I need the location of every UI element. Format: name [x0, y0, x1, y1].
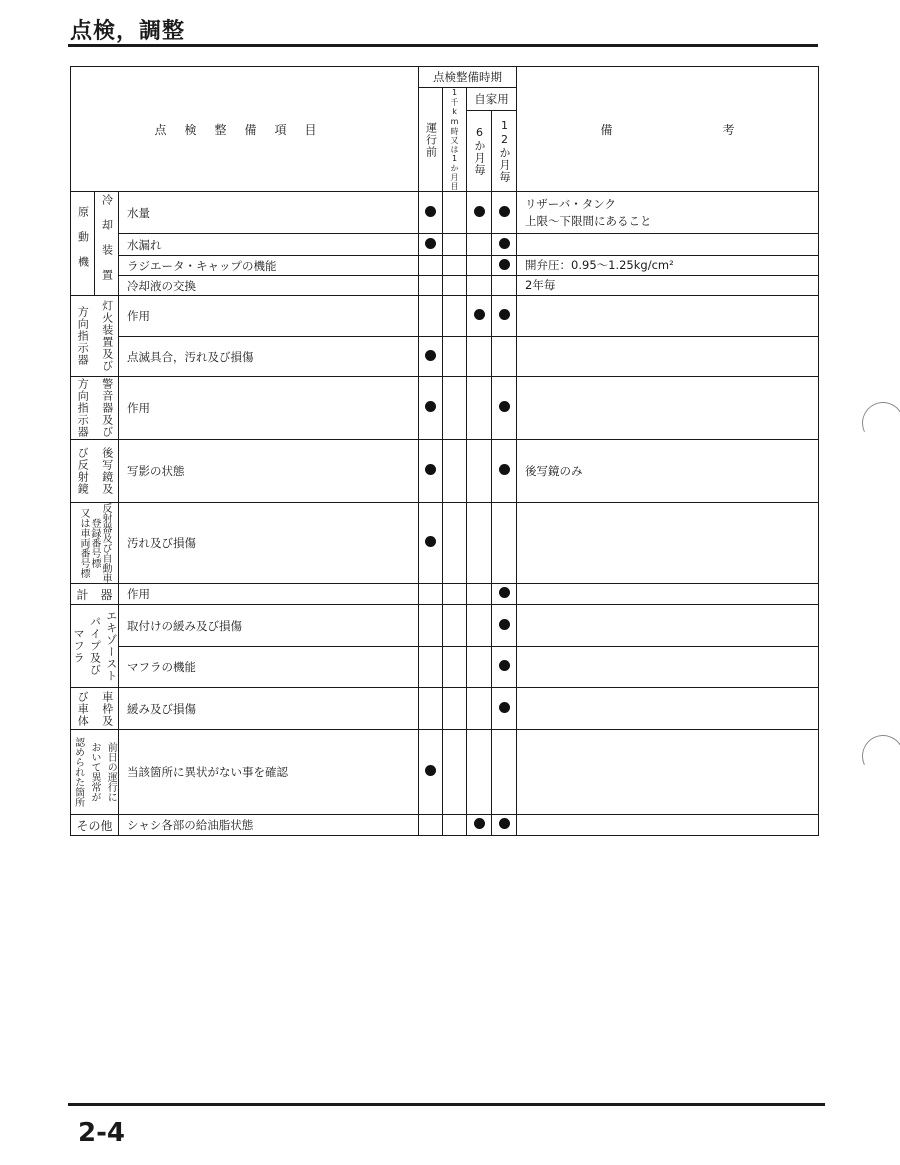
check-dot-icon — [499, 464, 510, 475]
item-cell: 水量 — [119, 192, 419, 234]
note-cell: 開弁圧：0.95～1.25kg/cm² — [517, 256, 819, 276]
schedule-cell-k1 — [443, 296, 467, 337]
schedule-cell-m12 — [492, 688, 517, 730]
schedule-cell-pre — [419, 296, 443, 337]
schedule-cell-k1 — [443, 688, 467, 730]
schedule-cell-m6 — [467, 440, 492, 503]
schedule-cell-m6 — [467, 584, 492, 605]
schedule-cell-m12 — [492, 296, 517, 337]
category-label: マフラ — [72, 628, 86, 664]
item-cell: 当該箇所に異状がない事を確認 — [119, 730, 419, 815]
category-cell — [95, 192, 119, 296]
schedule-cell-pre — [419, 584, 443, 605]
table-row — [71, 584, 819, 605]
header-notes: 備 考 — [517, 67, 819, 192]
punch-hole-mark — [856, 729, 900, 783]
item-cell: 作用 — [119, 377, 419, 440]
table-row — [71, 337, 819, 377]
note-cell — [517, 688, 819, 730]
schedule-cell-m12 — [492, 234, 517, 256]
table-row — [71, 377, 819, 440]
category-label: 警音器及び — [100, 378, 114, 438]
note-cell — [517, 584, 819, 605]
schedule-cell-k1 — [443, 503, 467, 584]
item-cell: 写影の状態 — [119, 440, 419, 503]
item-cell: マフラの機能 — [119, 647, 419, 688]
schedule-cell-k1 — [443, 377, 467, 440]
category-label: おいて異常が — [88, 742, 100, 802]
item-cell: 点滅具合，汚れ及び損傷 — [119, 337, 419, 377]
schedule-cell-pre — [419, 605, 443, 647]
schedule-cell-k1 — [443, 337, 467, 377]
inspection-table — [70, 66, 819, 836]
check-dot-icon — [425, 464, 436, 475]
category-cell — [71, 440, 119, 503]
note-cell: リザーバ・タンク 上限～下限間にあること — [517, 192, 819, 234]
schedule-cell-pre — [419, 337, 443, 377]
category-label: エキゾースト — [104, 610, 118, 682]
header-private-use: 自家用 — [467, 88, 517, 111]
note-cell — [517, 377, 819, 440]
table-row — [71, 192, 819, 234]
category-cell — [71, 730, 119, 815]
table-row — [71, 256, 819, 276]
item-cell: シャシ各部の給油脂状態 — [119, 815, 419, 836]
check-dot-icon — [499, 660, 510, 671]
category-cell — [71, 605, 119, 688]
schedule-cell-k1 — [443, 605, 467, 647]
schedule-cell-m12 — [492, 377, 517, 440]
schedule-cell-pre — [419, 276, 443, 296]
schedule-cell-m12 — [492, 192, 517, 234]
category-label: 原動機 — [76, 206, 90, 281]
schedule-cell-pre — [419, 815, 443, 836]
schedule-cell-m12 — [492, 730, 517, 815]
note-cell — [517, 337, 819, 377]
category-label: 冷却装置 — [100, 193, 114, 294]
schedule-cell-pre — [419, 647, 443, 688]
punch-hole-mark — [856, 396, 900, 450]
schedule-cell-pre — [419, 192, 443, 234]
category-cell — [71, 377, 119, 440]
category-cell: 計 器 — [71, 584, 119, 605]
schedule-cell-k1 — [443, 234, 467, 256]
schedule-cell-m6 — [467, 234, 492, 256]
schedule-cell-m6 — [467, 276, 492, 296]
category-cell — [71, 192, 95, 296]
category-cell: その他 — [71, 815, 119, 836]
note-cell — [517, 503, 819, 584]
category-label: パイプ及び — [88, 616, 102, 676]
check-dot-icon — [499, 818, 510, 829]
table-row — [71, 234, 819, 256]
check-dot-icon — [474, 309, 485, 320]
category-label: 車枠及 — [100, 690, 114, 727]
check-dot-icon — [425, 238, 436, 249]
table-row — [71, 503, 819, 584]
check-dot-icon — [474, 206, 485, 217]
schedule-cell-m12 — [492, 647, 517, 688]
schedule-cell-m12 — [492, 276, 517, 296]
schedule-cell-m6 — [467, 192, 492, 234]
category-label: 認められた箇所 — [72, 737, 84, 807]
table-row — [71, 647, 819, 688]
item-cell: ラジエータ・キャップの機能 — [119, 256, 419, 276]
schedule-cell-m6 — [467, 256, 492, 276]
item-cell: 汚れ及び損傷 — [119, 503, 419, 584]
table-row — [71, 440, 819, 503]
note-cell — [517, 605, 819, 647]
schedule-cell-m12 — [492, 337, 517, 377]
note-cell — [517, 730, 819, 815]
schedule-cell-k1 — [443, 192, 467, 234]
schedule-cell-k1 — [443, 256, 467, 276]
check-dot-icon — [499, 619, 510, 630]
check-dot-icon — [499, 309, 510, 320]
schedule-cell-k1 — [443, 584, 467, 605]
note-cell — [517, 296, 819, 337]
schedule-cell-pre — [419, 503, 443, 584]
schedule-cell-m6 — [467, 730, 492, 815]
note-cell — [517, 234, 819, 256]
schedule-cell-m6 — [467, 688, 492, 730]
check-dot-icon — [474, 818, 485, 829]
check-dot-icon — [499, 587, 510, 598]
header-12-months: 12か月毎 — [492, 110, 517, 191]
check-dot-icon — [425, 401, 436, 412]
check-dot-icon — [499, 401, 510, 412]
schedule-cell-pre — [419, 234, 443, 256]
check-dot-icon — [425, 536, 436, 547]
schedule-cell-m12 — [492, 440, 517, 503]
table-row — [71, 605, 819, 647]
schedule-cell-m12 — [492, 256, 517, 276]
schedule-cell-k1 — [443, 647, 467, 688]
check-dot-icon — [425, 765, 436, 776]
note-cell: 後写鏡のみ — [517, 440, 819, 503]
note-cell: 2年毎 — [517, 276, 819, 296]
schedule-cell-k1 — [443, 815, 467, 836]
item-cell: 取付けの緩み及び損傷 — [119, 605, 419, 647]
category-cell — [71, 296, 119, 377]
page-title: 点検，調整 — [70, 19, 186, 44]
check-dot-icon — [499, 206, 510, 217]
check-dot-icon — [499, 238, 510, 249]
schedule-cell-pre — [419, 377, 443, 440]
category-label: 方向指示器 — [76, 378, 90, 438]
item-cell: 作用 — [119, 584, 419, 605]
table-row — [71, 276, 819, 296]
item-cell: 水漏れ — [119, 234, 419, 256]
category-label: 方向指示器 — [76, 306, 90, 366]
schedule-cell-m6 — [467, 337, 492, 377]
category-cell — [71, 688, 119, 730]
check-dot-icon — [425, 206, 436, 217]
page-number: 2-4 — [78, 1118, 125, 1148]
category-label: 後写鏡及 — [100, 447, 114, 495]
schedule-cell-m6 — [467, 296, 492, 337]
schedule-cell-m6 — [467, 815, 492, 836]
title-rule — [68, 44, 818, 47]
schedule-cell-m6 — [467, 377, 492, 440]
schedule-cell-pre — [419, 256, 443, 276]
category-label: 前日の運行に — [105, 742, 117, 802]
header-pre-op: 運行前 — [419, 88, 443, 192]
category-label: び車体 — [76, 690, 90, 727]
category-cell — [71, 503, 119, 584]
schedule-cell-m6 — [467, 605, 492, 647]
schedule-cell-pre — [419, 440, 443, 503]
category-label: 反射器及び自動車 登録番号標 又は車両番号標 — [78, 503, 111, 583]
schedule-cell-m12 — [492, 584, 517, 605]
item-cell: 緩み及び損傷 — [119, 688, 419, 730]
check-dot-icon — [499, 702, 510, 713]
check-dot-icon — [499, 259, 510, 270]
header-item: 点検整備項目 — [71, 67, 419, 192]
note-cell — [517, 815, 819, 836]
schedule-cell-m12 — [492, 605, 517, 647]
category-label: 灯火装置及び — [100, 300, 114, 372]
header-period: 点検整備時期 — [419, 67, 517, 88]
schedule-cell-k1 — [443, 440, 467, 503]
item-cell: 作用 — [119, 296, 419, 337]
schedule-cell-m6 — [467, 503, 492, 584]
table-row — [71, 815, 819, 836]
table-row — [71, 730, 819, 815]
schedule-cell-pre — [419, 688, 443, 730]
schedule-cell-m6 — [467, 647, 492, 688]
item-cell: 冷却液の交換 — [119, 276, 419, 296]
check-dot-icon — [425, 350, 436, 361]
schedule-cell-k1 — [443, 730, 467, 815]
header-1000km: 1千km時又は1か月目 — [443, 88, 467, 192]
header-6-months: 6か月毎 — [467, 110, 492, 191]
note-cell — [517, 647, 819, 688]
table-row — [71, 296, 819, 337]
table-row — [71, 688, 819, 730]
schedule-cell-m12 — [492, 815, 517, 836]
schedule-cell-m12 — [492, 503, 517, 584]
schedule-cell-pre — [419, 730, 443, 815]
footer-rule — [68, 1103, 825, 1106]
schedule-cell-k1 — [443, 276, 467, 296]
category-label: び反射鏡 — [76, 447, 90, 495]
